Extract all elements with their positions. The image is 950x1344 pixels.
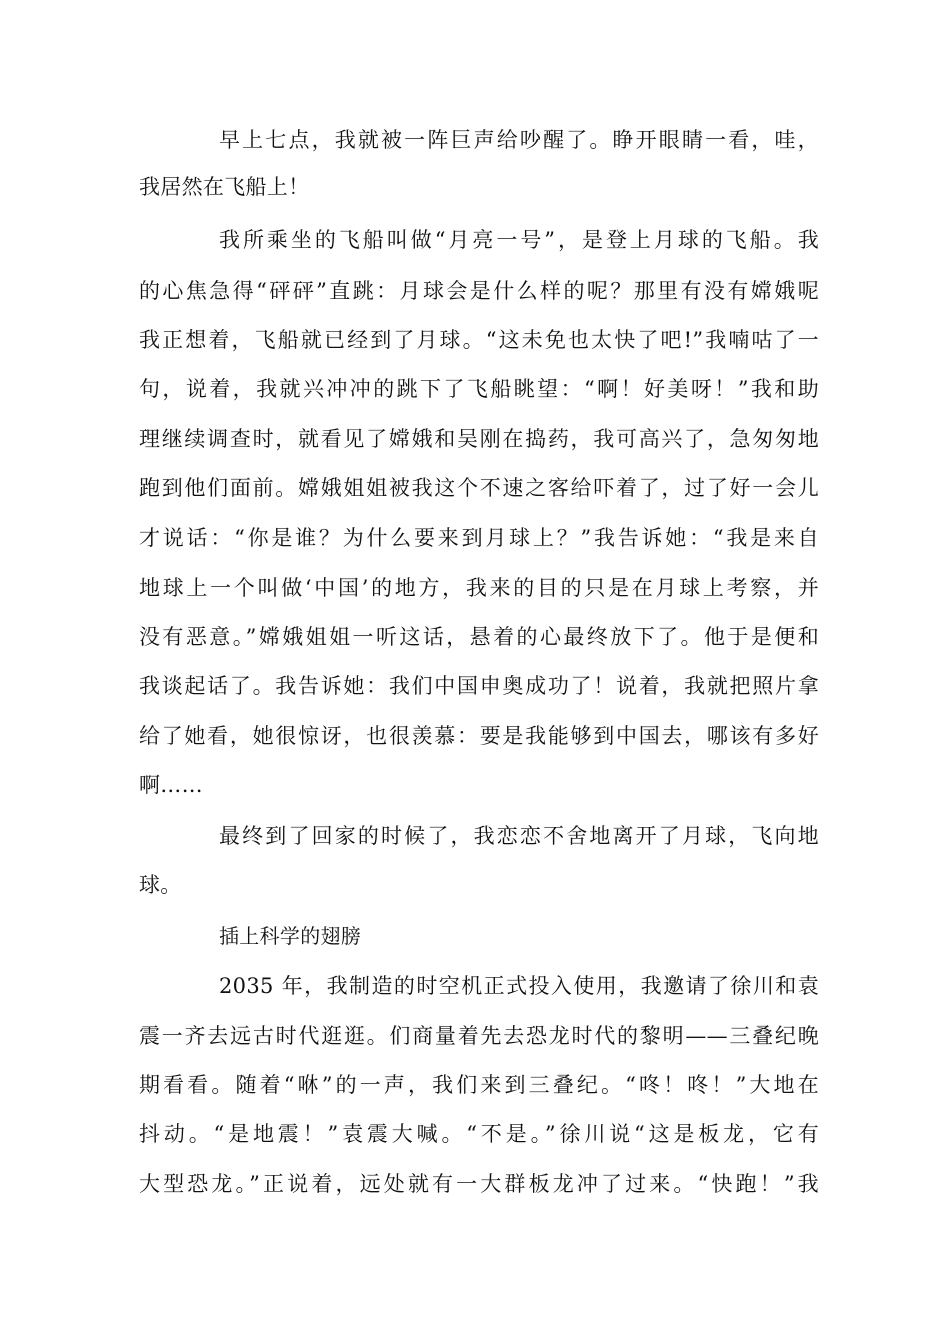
paragraph-line: 句，说着，我就兴冲冲的跳下了飞船眺望：“啊！好美呀！”我和助 bbox=[139, 377, 819, 401]
paragraph-line: 我居然在飞船上！ bbox=[139, 175, 310, 199]
paragraph-line: 我所乘坐的飞船叫做“月亮一号”，是登上月球的飞船。我 bbox=[219, 228, 819, 252]
paragraph-line: 的心焦急得“砰砰”直跳：月球会是什么样的呢？那里有没有嫦娥呢 bbox=[139, 279, 819, 303]
paragraph-line: 理继续调查时，就看见了嫦娥和吴刚在捣药，我可高兴了，急匆匆地 bbox=[139, 427, 819, 451]
paragraph-line: 2035 年，我制造的时空机正式投入使用，我邀请了徐川和袁 bbox=[219, 974, 819, 998]
paragraph-line: 我正想着，飞船就已经到了月球。“这未免也太快了吧!”我喃咕了一 bbox=[139, 328, 819, 352]
paragraph-line: 给了她看，她很惊讶，也很羡慕：要是我能够到中国去，哪该有多好 bbox=[139, 724, 819, 748]
section-heading: 插上科学的翅膀 bbox=[219, 924, 362, 948]
paragraph-line: 期看看。随着“咻”的一声，我们来到三叠纪。“咚！咚！”大地在 bbox=[139, 1073, 819, 1097]
paragraph-line: 最终到了回家的时候了，我恋恋不舍地离开了月球，飞向地 bbox=[219, 824, 819, 848]
paragraph-line: 地球上一个叫做‘中国’的地方，我来的目的只是在月球上考察，并 bbox=[139, 576, 819, 600]
paragraph-line: 球。 bbox=[139, 873, 182, 897]
paragraph-line: 没有恶意。”嫦娥姐姐一听这话，悬着的心最终放下了。他于是便和 bbox=[139, 625, 819, 649]
paragraph-line: 跑到他们面前。嫦娥姐姐被我这个不速之客给吓着了，过了好一会儿 bbox=[139, 476, 819, 500]
paragraph-line: 才说话：“你是谁？为什么要来到月球上？”我告诉她：“我是来自 bbox=[139, 526, 819, 550]
paragraph-line: 早上七点，我就被一阵巨声给吵醒了。睁开眼睛一看，哇， bbox=[219, 128, 819, 152]
paragraph-line: 大型恐龙。”正说着，远处就有一大群板龙冲了过来。“快跑！”我 bbox=[139, 1172, 819, 1196]
paragraph-line: 我谈起话了。我告诉她：我们中国申奥成功了！说着，我就把照片拿 bbox=[139, 674, 819, 698]
paragraph-line: 震一齐去远古时代逛逛。们商量着先去恐龙时代的黎明——三叠纪晚 bbox=[139, 1024, 819, 1048]
paragraph-line: 抖动。“是地震！”袁震大喊。“不是。”徐川说“这是板龙，它有 bbox=[139, 1122, 819, 1146]
paragraph-line: 啊…… bbox=[139, 773, 203, 797]
